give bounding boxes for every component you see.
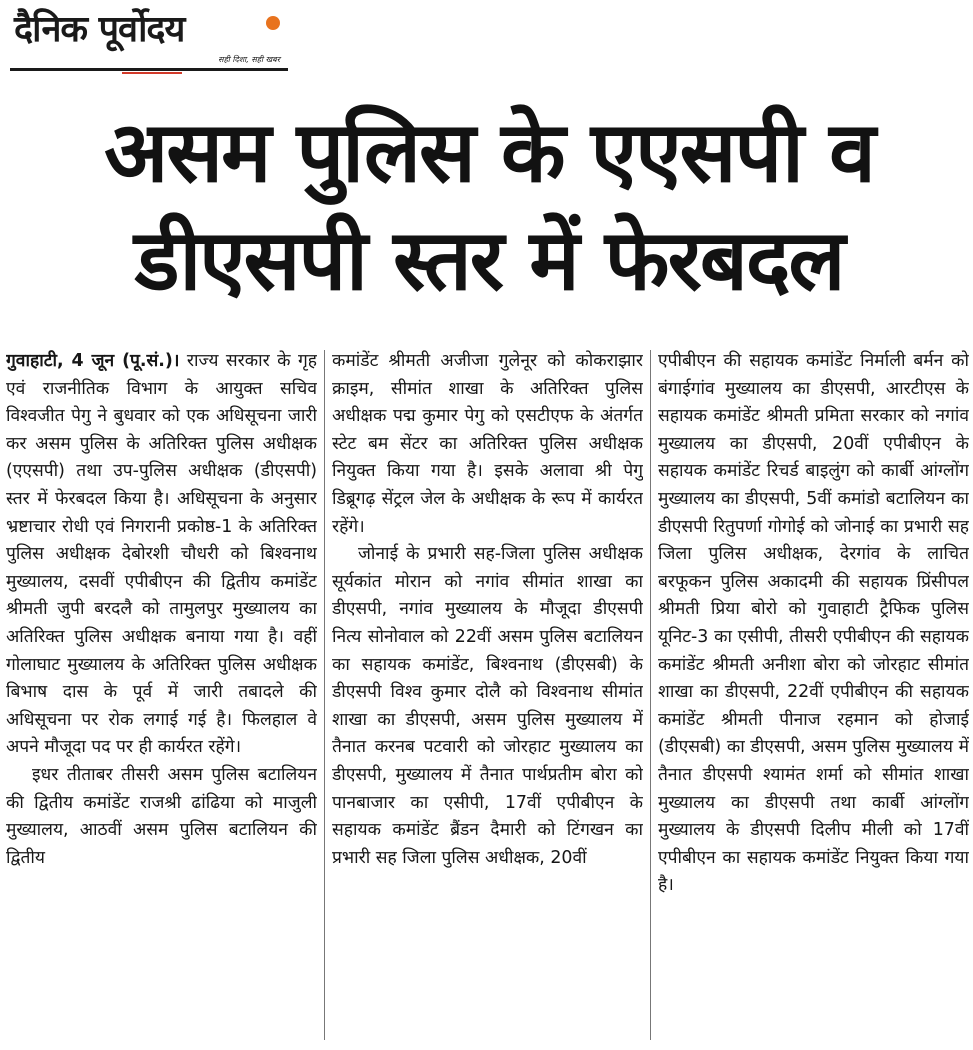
- article-paragraph: एपीबीएन की सहायक कमांडेंट निर्माली बर्मन को बंगाईगांव मुख्यालय का डीएसपी, आरटीएस के सहायक कमांडेंट श्रीमती प्रमिता सरकार को नगांव मुख्यालय का डीएसपी, 20वीं एपीबीएन के सहायक कमांडेंट रिचर्ड बाइलुंग को कार्बी आंग्लोंग मुख्यालय का डीएसपी, 5वीं कमांडो बटालियन का डीएसपी रितुपर्णा गोगोई को जोनाई का प्रभारी सह जिला पुलिस अधीक्षक, देरगांव के लाचित बरफूकन पुलिस अकादमी की सहायक प्रिंसीपल श्रीमती प्रिया बोरो को गुवाहाटी ट्रैफिक पुलिस यूनिट-3 का एसीपी, तीसरी एपीबीएन की सहायक कमांडेंट श्रीमती अनीशा बोरा को जोरहाट सीमांत शाखा का डीएसपी, 22वीं एपीबीएन की सहायक कमांडेंट श्रीमती पीनाज रहमान को होजाई (डीएसबी) का डीएसपी, असम पुलिस मुख्यालय में तैनात डीएसपी श्यामंत शर्मा को सीमांत शाखा मुख्यालय का डीएसपी तथा कार्बी आंग्लोंग मुख्यालय के डीएसपी दिलीप मीली को 17वीं एपीबीएन का सहायक कमांडेंट नियुक्त किया गया है।: [658, 351, 969, 896]
- newspaper-logo: दैनिक पूर्वोदय: [14, 9, 185, 50]
- logo-dot-icon: [266, 16, 280, 30]
- masthead-accent-rule: [122, 72, 182, 74]
- masthead-rule: [10, 68, 288, 71]
- article-column-2: [332, 348, 643, 1044]
- masthead-tagline: सही दिशा, सही खबर: [218, 55, 280, 64]
- column-divider: [650, 350, 651, 1040]
- article-headline: असम पुलिस के एएसपी व डीएसपी स्तर में फेरबदल: [104, 103, 874, 309]
- article-paragraph: कमांडेंट श्रीमती अजीजा गुलेनूर को कोकराझार क्राइम, सीमांत शाखा के अतिरिक्त पुलिस अधीक्षक पद्म कुमार पेगु को एसटीएफ के अंतर्गत स्टेट बम सेंटर का अतिरिक्त पुलिस अधीक्षक नियुक्त किया गया है। इसके अलावा श्री पेगु डिब्रूगढ़ सेंट्रल जेल के अधीक्षक के रूप में कार्यरत रहेंगे।: [332, 351, 643, 537]
- masthead: [10, 6, 288, 72]
- article-paragraph: [6, 348, 317, 762]
- dateline: गुवाहाटी, 4 जून (पू.सं.)।: [6, 351, 180, 371]
- article-column-1: [6, 348, 317, 1044]
- article-paragraph: जोनाई के प्रभारी सह-जिला पुलिस अधीक्षक सूर्यकांत मोरान को नगांव सीमांत शाखा का डीएसपी, नगांव मुख्यालय के मौजूदा डीएसपी नित्य सोनोवाल को 22वीं असम पुलिस बटालियन का सहायक कमांडेंट, बिश्वनाथ (डीएसबी) के डीएसपी विश्व कुमार दोलै को विश्वनाथ सीमांत शाखा का डीएसपी, असम पुलिस मुख्यालय में तैनात करनब पटवारी को जोरहाट मुख्यालय का डीएसपी, मुख्यालय में तैनात पार्थप्रतीम बोरा को पानबाजार का एसीपी, 17वीं एपीबीएन के सहायक कमांडेंट ब्रैंडन दैमारी को टिंगखन का प्रभारी सह जिला पुलिस अधीक्षक, 20वीं: [332, 544, 643, 868]
- paragraph-text: राज्य सरकार के गृह एवं राजनीतिक विभाग के आयुक्त सचिव विश्वजीत पेगु ने बुधवार को एक अधिसूचना जारी कर असम पुलिस के अतिरिक्त पुलिस अधीक्षक (एएसपी) तथा उप-पुलिस अधीक्षक (डीएसपी) स्तर में फेरबदल किया है। अधिसूचना के अनुसार भ्रष्टाचार रोधी एवं निगरानी प्रकोष्ठ-1 के अतिरिक्त पुलिस अधीक्षक देबोरशी चौधरी को बिश्वनाथ मुख्यालय, दसवीं एपीबीएन की द्वितीय कमांडेंट श्रीमती जुपी बरदलै को तामुलपुर मुख्यालय का अतिरिक्त पुलिस अधीक्षक बनाया गया है। वहीं गोलाघाट मुख्यालय के अतिरिक्त पुलिस अधीक्षक बिभाष दास के पूर्व में जारी तबादले की अधिसूचना पर रोक लगाई गई है। फिलहाल वे अपने मौजूदा पद पर ही कार्यरत रहेंगे।: [6, 351, 317, 758]
- article-paragraph: इधर तीताबर तीसरी असम पुलिस बटालियन की द्वितीय कमांडेंट राजश्री ढांढिया को माजुली मुख्यालय, आठवीं असम पुलिस बटालियन की द्वितीय: [6, 764, 317, 868]
- column-divider: [324, 350, 325, 1040]
- article-body: [6, 348, 968, 1044]
- article-column-3: [658, 348, 969, 1044]
